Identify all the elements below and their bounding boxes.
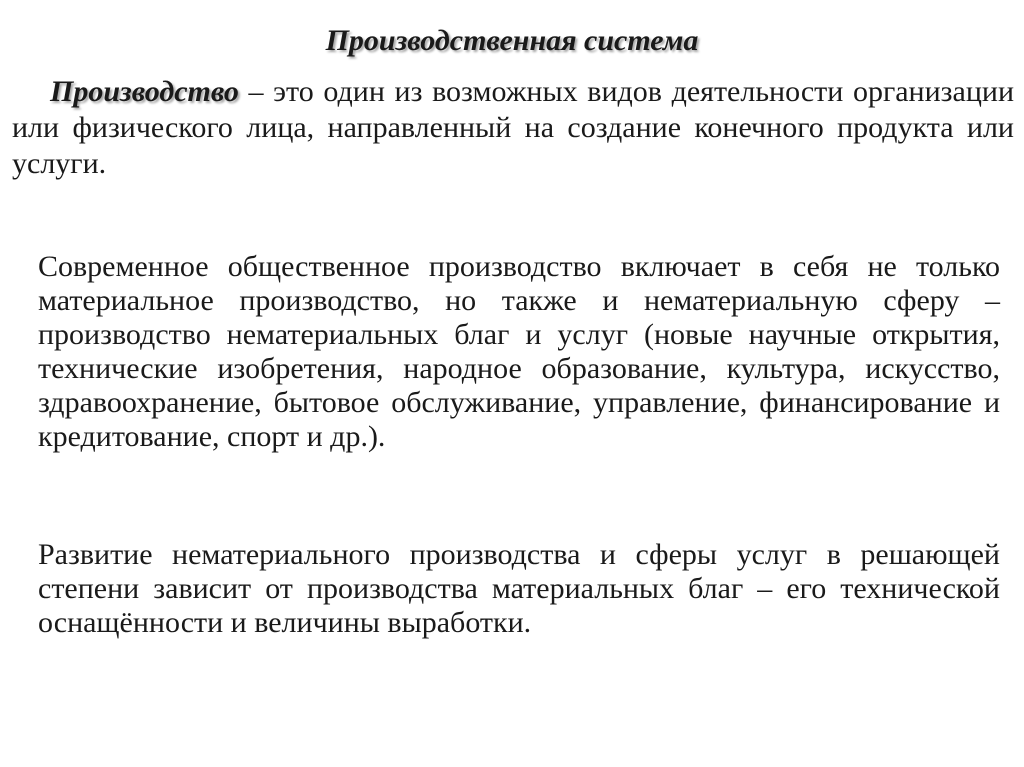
definition-term: Производство — [50, 75, 239, 108]
slide-title: Производственная система — [325, 24, 699, 57]
body-paragraph-modern-production: Современное общественное производство включает в себя не только материальное производство, но также и нематериальную сферу – производство нематериальных благ и услуг (новые научные открытия, технические изобретения, народное образование, культура, искусство, здравоохранение, бытовое обслуживание, управление, финансирование и кредитование, спорт и др.). — [38, 250, 1000, 453]
body-paragraph-development: Развитие нематериального производства и сферы услуг в решающей степени зависит от производства материальных благ – его технической оснащённости и величины выработки. — [38, 538, 1000, 639]
definition-text: – это один из возможных видов деятельности организации или физического лица, направленный на создание конечного продукта или услуги. — [12, 75, 1014, 180]
definition-paragraph — [12, 74, 1014, 182]
